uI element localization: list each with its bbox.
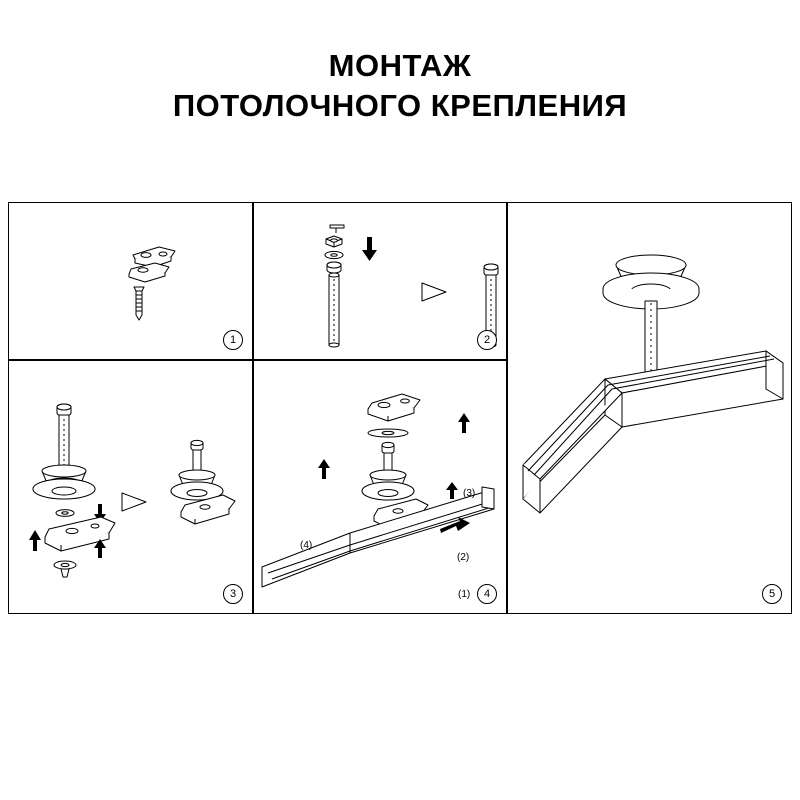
step-5-illustration [508,203,791,613]
step-2-illustration [254,203,506,359]
washer-nut-icon [56,510,74,517]
step-panel-1 [8,202,253,360]
mounting-bracket-icon [129,247,175,282]
linear-luminaire-icon [523,351,783,513]
gasket-icon [54,561,76,577]
step-number-5: 5 [762,584,782,604]
step-3-illustration [9,361,252,613]
arrow-2-icon [446,482,458,499]
step-4-illustration [254,361,506,613]
up-arrow-icon [29,530,41,551]
step-number-2: 2 [477,330,497,350]
rod-with-canopy-icon [33,404,95,499]
step-panel-5 [507,202,792,614]
title-line-2: ПОТОЛОЧНОГО КРЕПЛЕНИЯ [172,87,628,123]
result-arrow-icon [422,283,446,301]
steps-grid [8,202,792,614]
wall-plug-icon [134,287,144,320]
step-panel-4 [253,360,507,614]
title-line-1: МОНТАЖ [328,48,472,83]
step-number-1: 1 [223,330,243,350]
drop-rod-icon [645,301,657,379]
step-number-3: 3 [223,584,243,604]
arrow-3-icon [458,413,470,433]
result-arrow-icon [122,493,146,511]
track-rail-icon [262,487,494,587]
callout-4: (4) [300,540,313,551]
page-title [0,46,800,125]
arrow-4-icon [318,459,330,479]
step-panel-2 [253,202,507,360]
canopy-assembly-icon [362,442,414,500]
callout-3: (3) [463,488,476,499]
fastener-stack-icon [325,225,344,347]
callout-2: (2) [457,552,470,563]
assembled-result-icon [171,440,235,524]
gasket-hole-icon [382,431,394,434]
mounting-bracket-icon [368,394,420,421]
step-panel-3 [8,360,253,614]
step-1-illustration [9,203,252,359]
step-number-4: 4 [477,584,497,604]
down-arrow-icon [362,237,377,261]
callout-1: (1) [458,589,471,600]
